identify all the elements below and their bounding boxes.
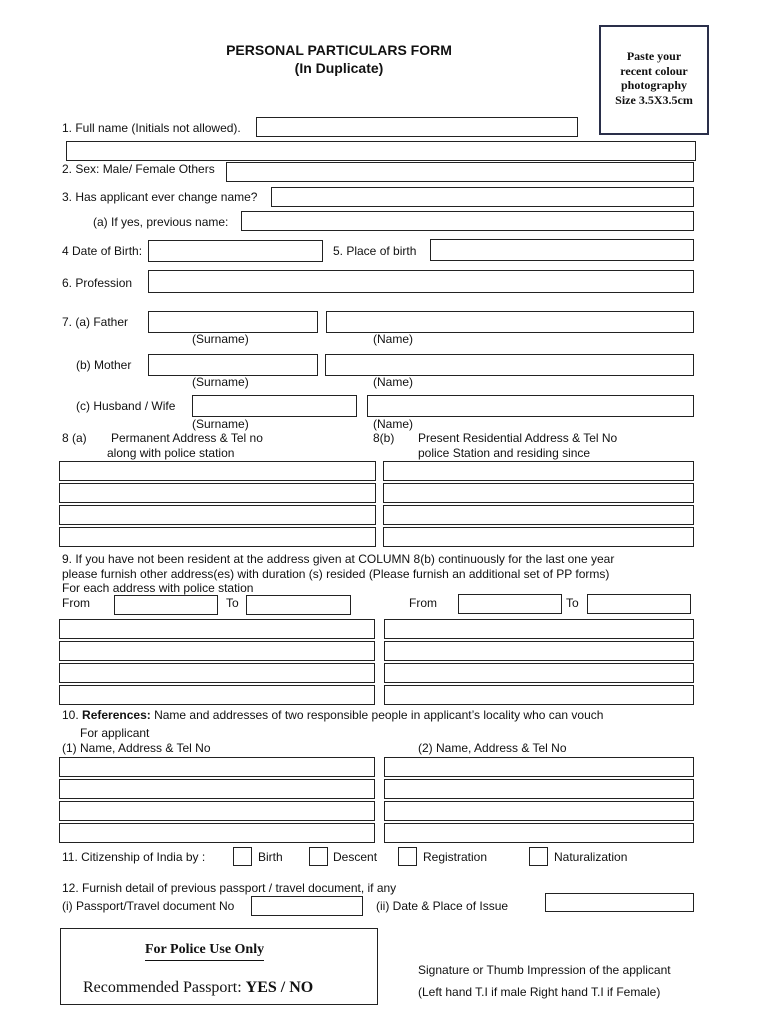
residence-from-label-1: From bbox=[62, 596, 90, 610]
mother-name-field[interactable] bbox=[325, 354, 694, 376]
permanent-address-row-2[interactable] bbox=[59, 483, 376, 503]
residence-address-left-2[interactable] bbox=[59, 641, 375, 661]
residence-address-left-3[interactable] bbox=[59, 663, 375, 683]
citizenship-naturalization-checkbox[interactable] bbox=[529, 847, 548, 866]
profession-field[interactable] bbox=[148, 270, 694, 293]
passport-doc-no-label: (i) Passport/Travel document No bbox=[62, 899, 235, 913]
father-surname-caption: (Surname) bbox=[192, 332, 249, 346]
reference-2-row-1[interactable] bbox=[384, 757, 694, 777]
residence-line-2: please furnish other address(es) with duration (s) resided (Please furnish an additional set of PP forms) bbox=[62, 567, 610, 581]
spouse-name-field[interactable] bbox=[367, 395, 694, 417]
father-name-caption: (Name) bbox=[373, 332, 414, 346]
passport-date-place-field[interactable] bbox=[545, 893, 694, 912]
residence-from-label-2: From bbox=[409, 596, 437, 610]
reference-1-label: (1) Name, Address & Tel No bbox=[62, 741, 211, 755]
citizenship-naturalization-label: Naturalization bbox=[554, 850, 628, 864]
citizenship-label: 11. Citizenship of India by : bbox=[62, 850, 206, 864]
dob-field[interactable] bbox=[148, 240, 323, 262]
residence-to-field-1[interactable] bbox=[246, 595, 351, 615]
citizenship-birth-checkbox[interactable] bbox=[233, 847, 252, 866]
address-a-line2: along with police station bbox=[107, 446, 235, 460]
reference-2-row-3[interactable] bbox=[384, 801, 694, 821]
recommended-options: YES / NO bbox=[245, 979, 314, 996]
father-name-field[interactable] bbox=[326, 311, 694, 333]
citizenship-registration-checkbox[interactable] bbox=[398, 847, 417, 866]
residence-address-right-3[interactable] bbox=[384, 663, 694, 683]
residence-from-field-2[interactable] bbox=[458, 594, 562, 614]
sex-field[interactable] bbox=[226, 162, 694, 182]
change-name-label: 3. Has applicant ever change name? bbox=[62, 190, 258, 204]
recommended-passport bbox=[83, 979, 313, 997]
reference-1-row-1[interactable] bbox=[59, 757, 375, 777]
address-a-number: 8 (a) bbox=[62, 431, 87, 445]
photo-line-2: recent colour bbox=[620, 63, 688, 78]
address-b-line2: police Station and residing since bbox=[418, 446, 591, 460]
reference-2-label: (2) Name, Address & Tel No bbox=[418, 741, 567, 755]
references-heading bbox=[62, 708, 603, 722]
father-surname-field[interactable] bbox=[148, 311, 318, 333]
address-b-number: 8(b) bbox=[373, 431, 395, 445]
present-address-row-1[interactable] bbox=[383, 461, 694, 481]
residence-to-field-2[interactable] bbox=[587, 594, 691, 614]
photo-line-3: photography bbox=[620, 78, 688, 92]
residence-to-label-1: To bbox=[226, 596, 239, 610]
spouse-name-caption: (Name) bbox=[373, 417, 414, 431]
reference-1-row-4[interactable] bbox=[59, 823, 375, 843]
residence-to-label-2: To bbox=[566, 596, 579, 610]
mother-surname-field[interactable] bbox=[148, 354, 318, 376]
mother-label: (b) Mother bbox=[76, 358, 132, 372]
references-text: Name and addresses of two responsible people in applicant’s locality who can vouch bbox=[154, 708, 604, 722]
residence-line-1: 9. If you have not been resident at the address given at COLUMN 8(b) continuously for the last one year bbox=[62, 552, 615, 566]
mother-name-caption: (Name) bbox=[373, 375, 414, 389]
residence-address-right-1[interactable] bbox=[384, 619, 694, 639]
present-address-row-2[interactable] bbox=[383, 483, 694, 503]
residence-address-right-2[interactable] bbox=[384, 641, 694, 661]
dob-label: 4 Date of Birth: bbox=[62, 244, 143, 258]
husband-wife-label: (c) Husband / Wife bbox=[76, 399, 176, 413]
residence-from-field-1[interactable] bbox=[114, 595, 218, 615]
passport-doc-no-field[interactable] bbox=[251, 896, 363, 916]
mother-surname-caption: (Surname) bbox=[192, 375, 249, 389]
recommended-label: Recommended Passport: bbox=[83, 979, 242, 996]
residence-address-right-4[interactable] bbox=[384, 685, 694, 705]
police-use-box bbox=[60, 928, 378, 1005]
spouse-surname-field[interactable] bbox=[192, 395, 357, 417]
address-a-line1: Permanent Address & Tel no bbox=[111, 431, 263, 445]
residence-address-left-1[interactable] bbox=[59, 619, 375, 639]
father-label: 7. (a) Father bbox=[62, 315, 129, 329]
signature-line-2: (Left hand T.I if male Right hand T.I if Female) bbox=[418, 985, 661, 999]
citizenship-registration-label: Registration bbox=[423, 850, 488, 864]
profession-label: 6. Profession bbox=[62, 276, 133, 290]
references-line-2: For applicant bbox=[80, 726, 150, 740]
citizenship-descent-checkbox[interactable] bbox=[309, 847, 328, 866]
reference-2-row-4[interactable] bbox=[384, 823, 694, 843]
full-name-label: 1. Full name (Initials not allowed). bbox=[62, 121, 241, 135]
residence-address-left-4[interactable] bbox=[59, 685, 375, 705]
previous-name-label: (a) If yes, previous name: bbox=[93, 215, 229, 229]
form-title: PERSONAL PARTICULARS FORM bbox=[226, 42, 452, 58]
photo-line-4: Size 3.5X3.5cm bbox=[615, 92, 693, 107]
present-address-row-3[interactable] bbox=[383, 505, 694, 525]
full-name-field-2[interactable] bbox=[66, 141, 696, 161]
reference-1-row-2[interactable] bbox=[59, 779, 375, 799]
permanent-address-row-1[interactable] bbox=[59, 461, 376, 481]
signature-line-1: Signature or Thumb Impression of the applicant bbox=[418, 963, 671, 977]
photo-box bbox=[599, 25, 709, 135]
photo-line-1: Paste your bbox=[626, 49, 682, 63]
address-b-line1: Present Residential Address & Tel No bbox=[418, 431, 618, 445]
passport-label: 12. Furnish detail of previous passport / travel document, if any bbox=[62, 881, 397, 895]
place-of-birth-field[interactable] bbox=[430, 239, 694, 261]
citizenship-birth-label: Birth bbox=[258, 850, 283, 864]
present-address-row-4[interactable] bbox=[383, 527, 694, 547]
previous-name-field[interactable] bbox=[241, 211, 694, 231]
form-subtitle: (In Duplicate) bbox=[294, 60, 384, 76]
references-bold: References: bbox=[82, 708, 151, 722]
citizenship-descent-label: Descent bbox=[333, 850, 378, 864]
permanent-address-row-3[interactable] bbox=[59, 505, 376, 525]
passport-date-place-label: (ii) Date & Place of Issue bbox=[376, 899, 509, 913]
spouse-surname-caption: (Surname) bbox=[192, 417, 249, 431]
change-name-field[interactable] bbox=[271, 187, 694, 207]
permanent-address-row-4[interactable] bbox=[59, 527, 376, 547]
reference-1-row-3[interactable] bbox=[59, 801, 375, 821]
full-name-field-1[interactable] bbox=[256, 117, 578, 137]
sex-label: 2. Sex: Male/ Female Others bbox=[62, 162, 215, 176]
police-use-heading: For Police Use Only bbox=[145, 942, 264, 961]
residence-line-3: For each address with police station bbox=[62, 581, 254, 595]
references-prefix: 10. bbox=[62, 708, 79, 722]
reference-2-row-2[interactable] bbox=[384, 779, 694, 799]
place-of-birth-label: 5. Place of birth bbox=[333, 244, 417, 258]
